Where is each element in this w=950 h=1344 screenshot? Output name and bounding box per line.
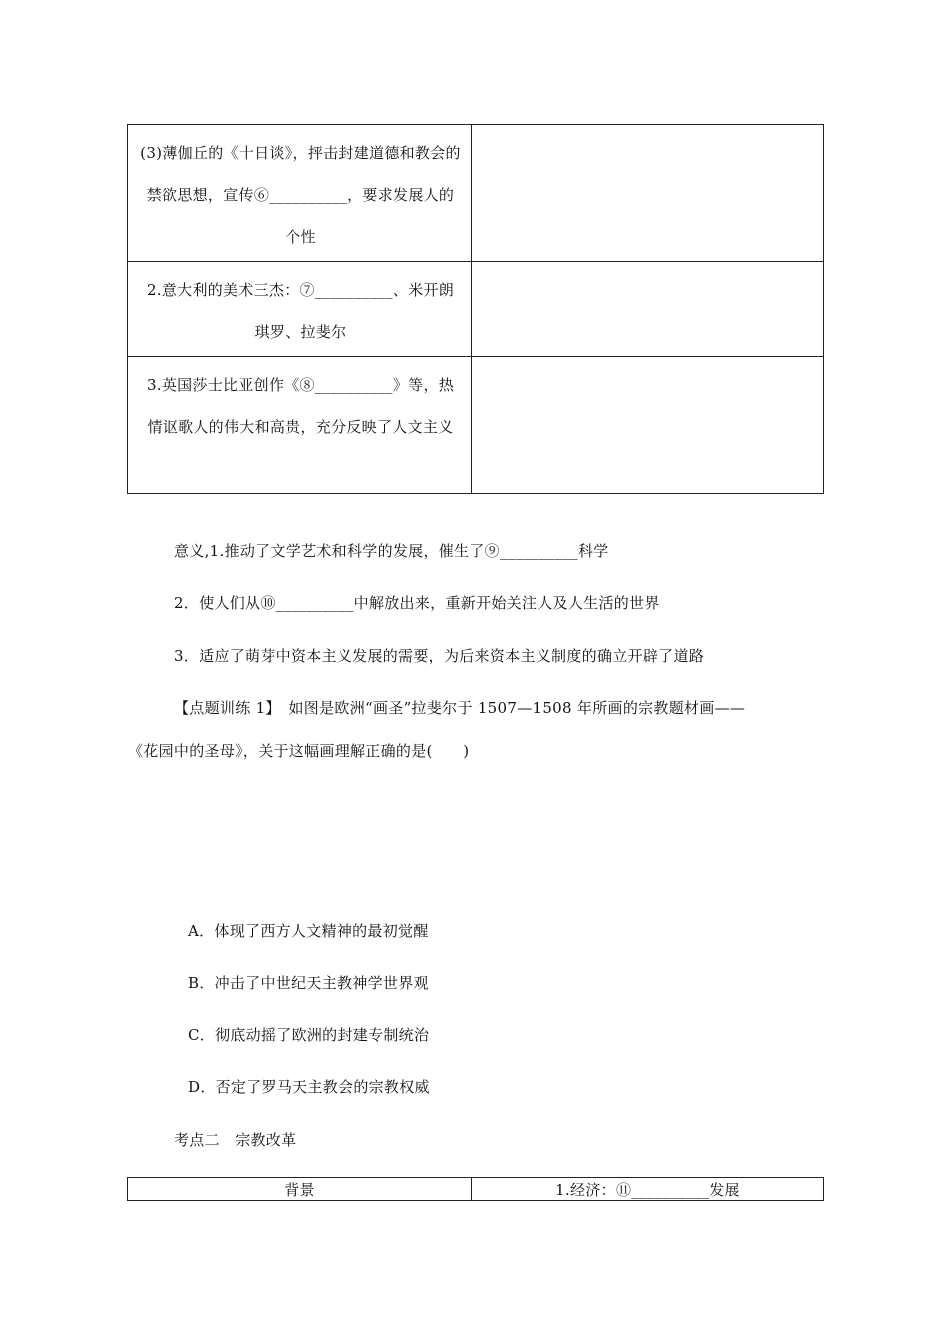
table-cell: 2.意大利的美术三杰：⑦__________、米开朗琪罗、拉斐尔	[146, 281, 455, 341]
reformation-table	[127, 1177, 824, 1201]
table-cell-empty	[472, 125, 824, 262]
significance-line-2: 2．使人们从⑩__________中解放出来，重新开始关注人及人生活的世界	[174, 594, 660, 612]
table-row	[128, 357, 824, 494]
table-row	[128, 1178, 824, 1201]
table-cell-economy: 1.经济：⑪__________发展	[472, 1178, 824, 1201]
table-cell: 3.英国莎士比亚创作《⑧__________》等，热情讴歌人的伟大和高贵，充分反映了人文主义	[146, 376, 455, 436]
section-heading: 考点二 宗教改革	[174, 1131, 297, 1149]
renaissance-table	[127, 124, 824, 494]
table-cell: (3)薄伽丘的《十日谈》，抨击封建道德和教会的禁欲思想，宣传⑥__________，要求发展人的个性	[140, 144, 461, 246]
significance-line-3: 3．适应了萌芽中资本主义发展的需要，为后来资本主义制度的确立开辟了道路	[174, 647, 705, 665]
exercise-question-line-1: 【点题训练 1】 如图是欧洲“画圣”拉斐尔于 1507—1508 年所画的宗教题材画——	[174, 699, 746, 717]
table-cell-empty	[472, 262, 824, 357]
option-c: C．彻底动摇了欧洲的封建专制统治	[188, 1026, 430, 1044]
exercise-question-line-2: 《花园中的圣母》，关于这幅画理解正确的是( )	[128, 742, 470, 760]
option-d: D．否定了罗马天主教会的宗教权威	[188, 1078, 430, 1096]
table-row	[128, 125, 824, 262]
table-cell-empty	[472, 357, 824, 494]
table-row	[128, 262, 824, 357]
table-cell-background: 背景	[128, 1178, 472, 1201]
option-a: A．体现了西方人文精神的最初觉醒	[188, 922, 429, 940]
option-b: B．冲击了中世纪天主教神学世界观	[188, 974, 429, 992]
significance-line-1: 意义,1.推动了文学艺术和科学的发展，催生了⑨__________科学	[174, 542, 609, 560]
